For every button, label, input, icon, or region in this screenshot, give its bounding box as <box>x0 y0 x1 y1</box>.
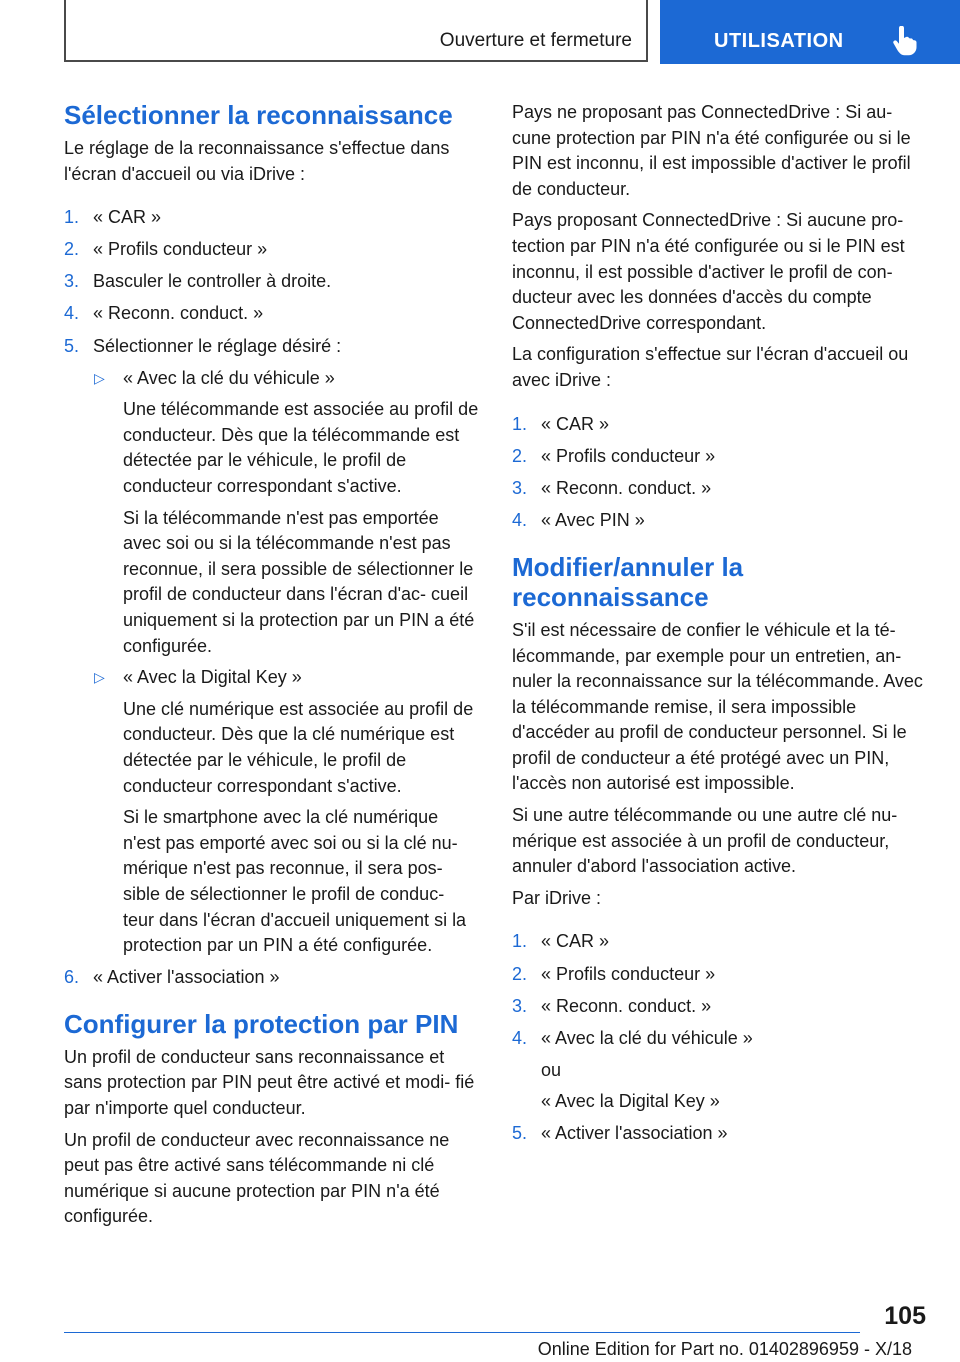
paragraph: Si la télécommande n'est pas emportée avec soi ou si la télécommande n'est pas reconnue, il sera possible de sélectionner le profil de conducteur dans l'écran d'ac‐ cueil uniquement si la protection par un PIN a été configurée. <box>123 507 475 656</box>
paragraph: Le réglage de la reconnaissance s'effectue dans l'écran d'accueil ou via iDrive : <box>64 138 450 184</box>
list-item: 4. « Avec PIN » <box>512 509 645 530</box>
paragraph: Si une autre télécommande ou une autre clé nu‐ mérique est associée à un profil de conducteur, annuler d'abord l'association active. <box>512 805 898 877</box>
paragraph: « Avec la Digital Key » <box>541 1091 720 1112</box>
bullet-item: ▷ « Avec la Digital Key » <box>64 665 480 691</box>
paragraph: Si le smartphone avec la clé numérique n'est pas emporté avec soi ou si la clé nu‐ mérique n'est pas reconnue, il sera pos‐ sible de sélectionner le profil de conduc‐ teur dans l'écran d'accueil uniquement si la protection par un PIN a été configurée. <box>123 807 467 956</box>
page-number: 105 <box>884 1302 926 1330</box>
paragraph: ou <box>541 1059 562 1080</box>
list-item: 3. Basculer le controller à droite. <box>64 271 332 292</box>
paragraph: Pays proposant ConnectedDrive : Si aucune pro‐ tection par PIN n'a été configurée ou si le PIN est inconnu, il est possible d'activer le profil de con‐ ducteur avec les données d'accès du compte ConnectedDrive correspondant. <box>512 210 905 333</box>
paragraph: Une télécommande est associée au profil de conducteur. Dès que la télécommande est détectée par le véhicule, le profil de conducteur correspondant s'active. <box>123 399 479 497</box>
paragraph: S'il est nécessaire de confier le véhicule et la té‐ lécommande, par exemple pour un entretien, an‐ nuler la reconnaissance sur la télécommande. Avec la télécommande remise, il sera impossible d'accéder au profil de conducteur personnel. Si le profil de conducteur a été protégé avec un PIN, l'accès non autorisé est impossible. <box>512 619 923 794</box>
paragraph: Pays ne proposant pas ConnectedDrive : Si au‐ cune protection par PIN n'a été configurée ou si le PIN est inconnu, il est impossible d'activer le profil de conducteur. <box>512 102 911 199</box>
paragraph: Un profil de conducteur avec reconnaissance ne peut pas être activé sans télécommande ni clé numérique si aucune protection par PIN n'a été configurée. <box>64 1129 450 1227</box>
footer-text: Online Edition for Part no. 01402896959 - X/18 <box>537 1339 912 1359</box>
right-column <box>512 100 928 1153</box>
list-item: 1. « CAR » <box>64 207 162 228</box>
list-item: 1. « CAR » <box>512 413 610 434</box>
chapter-tab <box>660 0 960 64</box>
paragraph: Une clé numérique est associée au profil de conducteur. Dès que la clé numérique est détectée par le véhicule, le profil de conducteur correspondant s'active. <box>123 698 474 796</box>
heading-select-recognition: Sélectionner la reconnaissance <box>64 100 453 130</box>
list-item: 4. « Avec la clé du véhicule » <box>512 1027 753 1048</box>
list-item: 3. « Reconn. conduct. » <box>512 995 712 1016</box>
list-item: 5. Sélectionner le réglage désiré : <box>64 335 342 356</box>
heading-pin-protection: Configurer la protection par PIN <box>64 1008 459 1039</box>
hand-pointer-icon <box>892 26 918 56</box>
triangle-bullet-icon: ▷ <box>94 369 105 386</box>
list-item: 2. « Profils conducteur » <box>512 963 716 984</box>
list-item: 2. « Profils conducteur » <box>512 445 716 466</box>
paragraph: La configuration s'effectue sur l'écran d'accueil ou avec iDrive : <box>512 344 909 390</box>
footer-divider <box>64 1332 860 1333</box>
list-item: 3. « Reconn. conduct. » <box>512 477 712 498</box>
list-item: 4. « Reconn. conduct. » <box>64 303 264 324</box>
list-item: 5. « Activer l'association » <box>512 1123 728 1143</box>
triangle-bullet-icon: ▷ <box>94 669 105 686</box>
page-header <box>64 0 960 64</box>
left-column <box>64 100 480 1236</box>
section-title: Ouverture et fermeture <box>439 30 632 51</box>
heading-modify-recognition: Modifier/annuler la reconnaissance <box>512 551 744 612</box>
list-item: 6. « Activer l'association » <box>64 966 280 987</box>
list-item: 1. « CAR » <box>512 931 610 952</box>
bullet-item: ▷ « Avec la clé du véhicule » <box>64 366 480 392</box>
paragraph: Un profil de conducteur sans reconnaissance et sans protection par PIN peut être activé et modi‐ fié par n'importe quel conducteur. <box>64 1046 475 1118</box>
list-item: 2. « Profils conducteur » <box>64 239 268 260</box>
paragraph: Par iDrive : <box>512 887 602 908</box>
section-tab <box>64 0 648 62</box>
chapter-title: UTILISATION <box>714 30 844 52</box>
